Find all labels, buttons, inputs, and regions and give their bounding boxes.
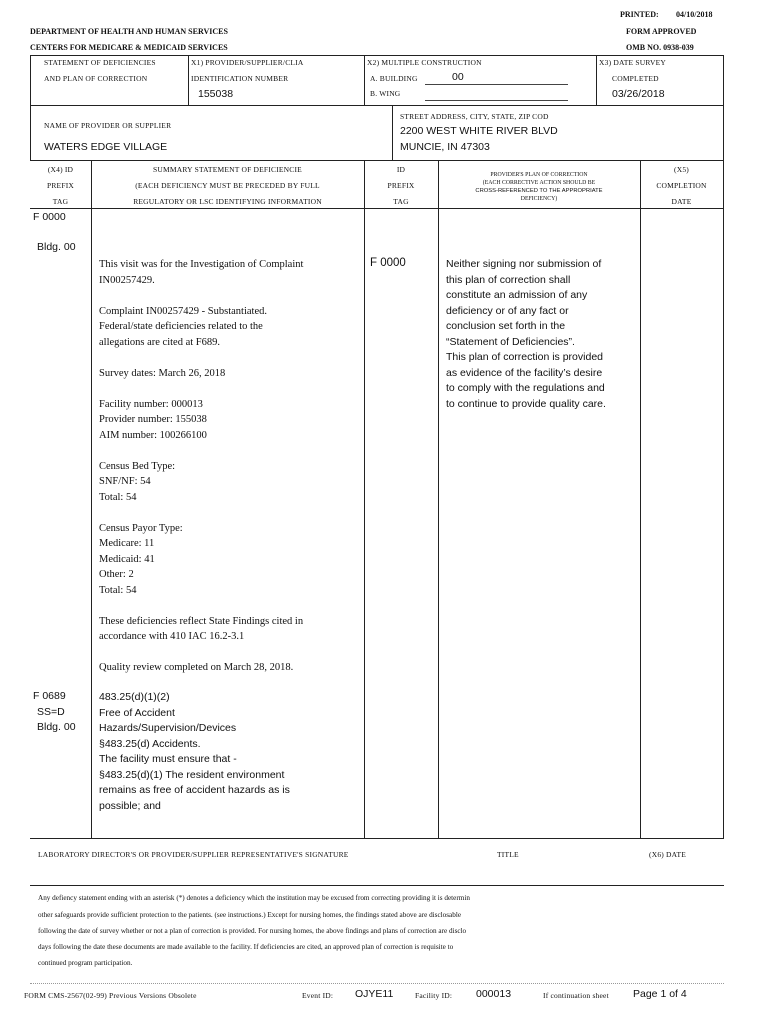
plan-head-2: (EACH CORRECTIVE ACTION SHOULD BE: [482, 180, 596, 186]
divider-address: [392, 105, 393, 160]
summary-head-3: REGULATORY OR LSC IDENTIFYING INFORMATION: [133, 197, 322, 206]
provider-name-label: NAME OF PROVIDER OR SUPPLIER: [44, 121, 172, 130]
divider-id: [438, 160, 439, 838]
divider-prefix: [91, 160, 92, 838]
statement-label-1: STATEMENT OF DEFICIENCIES: [44, 58, 156, 67]
divider-x2: [364, 55, 365, 105]
building-label: A. BUILDING: [370, 74, 418, 83]
entry-tag-f0000: F 0000: [33, 211, 66, 223]
summary-head-1: SUMMARY STATEMENT OF DEFICIENCIE: [153, 165, 302, 174]
id-head-3: TAG: [393, 197, 409, 206]
divider-x3: [596, 55, 597, 105]
x3-label-1: X3) DATE SURVEY: [599, 58, 666, 67]
border-left-top: [30, 55, 31, 160]
wing-underline: [425, 100, 568, 101]
x4-head-1: (X4) ID: [47, 165, 74, 174]
disclaimer-line-4: days following the date these documents are made available to the facility. If deficiencies are cited, an approved plan of correction is requisite to: [38, 943, 454, 951]
city-state-zip: MUNCIE, IN 47303: [400, 141, 490, 153]
form-approved: FORM APPROVED: [626, 27, 697, 36]
entry-bldg-f0000: Bldg. 00: [37, 241, 76, 253]
x3-label-2: COMPLETED: [612, 74, 659, 83]
x4-head-3: TAG: [52, 197, 69, 206]
disclaimer-line-5: continued program participation.: [38, 959, 133, 967]
disclaimer-line-3: following the date of survey whether or not a plan of correction is provided. For nursing homes, the above findings and plans of correction are disclo: [38, 927, 467, 935]
x5-head-1: (X5): [674, 165, 689, 174]
printed-label: PRINTED:: [620, 10, 659, 19]
event-id-value: OJYE11: [355, 988, 394, 1000]
plan-text-f0000: Neither signing nor submission of this plan of correction shall constitute an admission of any deficiency or of any fact or conclusion set forth in the “Statement of Deficiencies”. This plan of correction is provided as evidence of the facility’s desire to comply with the regulations and to continue to provide quality care.: [446, 258, 606, 410]
x1-label-1: X1) PROVIDER/SUPPLIER/CLIA: [191, 58, 304, 67]
entry-bldg-f0689: Bldg. 00: [37, 721, 76, 733]
rule-below-colheads: [30, 208, 724, 209]
department-name: DEPARTMENT OF HEALTH AND HUMAN SERVICES: [30, 27, 228, 36]
x5-head-3: DATE: [671, 197, 692, 206]
centers-name: CENTERS FOR MEDICARE & MEDICAID SERVICES: [30, 43, 228, 52]
provider-id-value: 155038: [198, 88, 234, 100]
id-head-2: PREFIX: [387, 181, 415, 190]
provider-name: WATERS EDGE VILLAGE: [44, 141, 168, 153]
x5-head-2: COMPLETION: [656, 181, 707, 190]
disclaimer-line-1: Any defiency statement ending with an asterisk (*) denotes a deficiency which the institution may be excused from correcting providing it is determin: [38, 894, 470, 902]
street-address: 2200 WEST WHITE RIVER BLVD: [400, 125, 558, 137]
divider-plan: [640, 160, 641, 838]
x2-label: X2) MULTIPLE CONSTRUCTION: [367, 58, 482, 67]
facility-id-label: Facility ID:: [415, 991, 453, 1000]
statement-label-2: AND PLAN OF CORRECTION: [44, 74, 148, 83]
summary-f0000: This visit was for the Investigation of Complaint IN00257429. Complaint IN00257429 - Substantiated. Federal/state deficiencies related to the allegations are cited at F689. Survey dates: March 26, 2018 Facility number: 000013 Provider number: 155038 AIM number: 100266100 Census Bed Type: SNF/NF: 54 Total: 54 Census Payor Type: Medicare: 11 Medicaid: 41 Other: 2 Total: 54 These deficiencies reflect State Findings cited in accordance with 410 IAC 16.2-3.1 Quality review completed on March 28, 2018.: [99, 259, 304, 673]
director-signature-label: LABORATORY DIRECTOR'S OR PROVIDER/SUPPLIER REPRESENTATIVE'S SIGNATURE: [38, 850, 349, 859]
page-number: Page 1 of 4: [633, 988, 687, 1000]
form-number: FORM CMS-2567(02-99) Previous Versions Obsolete: [24, 991, 197, 1000]
plan-head-1: PROVIDER'S PLAN OF CORRECTION: [490, 172, 588, 178]
event-id-label: Event ID:: [302, 991, 334, 1000]
divider-summary: [364, 160, 365, 838]
building-underline: [425, 84, 568, 85]
entry-ss-f0689: SS=D: [37, 706, 65, 718]
plan-tag-f0000: F 0000: [370, 257, 406, 269]
wing-label: B. WING: [370, 89, 401, 98]
rule-below-ids: [30, 105, 724, 106]
id-head-1: ID: [396, 165, 406, 174]
footer-separator: [30, 983, 724, 984]
plan-head-3: CROSS-REFERENCED TO THE APPROPRIATE: [475, 188, 603, 194]
address-label: STREET ADDRESS, CITY, STATE, ZIP COD: [400, 112, 549, 121]
survey-date-value: 03/26/2018: [612, 88, 665, 100]
x6-date-label: (X6) DATE: [649, 850, 687, 859]
divider-x1: [188, 55, 189, 105]
summary-head-2: (EACH DEFICIENCY MUST BE PRECEDED BY FULL: [135, 181, 320, 190]
x1-label-2: IDENTIFICATION NUMBER: [191, 74, 289, 83]
summary-f0689: 483.25(d)(1)(2) Free of Accident Hazards/Supervision/Devices §483.25(d) Accidents. The facility must ensure that - §483.25(d)(1) The resident environment remains as free of accident hazards as is possible; and: [99, 691, 290, 812]
rule-top: [30, 55, 724, 56]
disclaimer-line-2: other safeguards provide sufficient protection to the patients. (see instructions.) Except for nursing homes, the findings stated above are disclosable: [38, 911, 462, 919]
omb-number: OMB NO. 0938-039: [626, 43, 694, 52]
building-value: 00: [452, 71, 464, 83]
border-right: [723, 55, 724, 838]
printed-date: 04/10/2018: [676, 10, 713, 19]
rule-below-provider: [30, 160, 724, 161]
rule-table-bottom: [30, 838, 724, 839]
entry-tag-f0689: F 0689: [33, 690, 66, 702]
facility-id-value: 000013: [476, 988, 512, 1000]
title-label: TITLE: [497, 850, 519, 859]
x4-head-2: PREFIX: [46, 181, 75, 190]
plan-head-4: DEFICIENCY): [520, 196, 558, 202]
continuation-label: If continuation sheet: [543, 991, 609, 1000]
rule-signature: [30, 885, 724, 886]
